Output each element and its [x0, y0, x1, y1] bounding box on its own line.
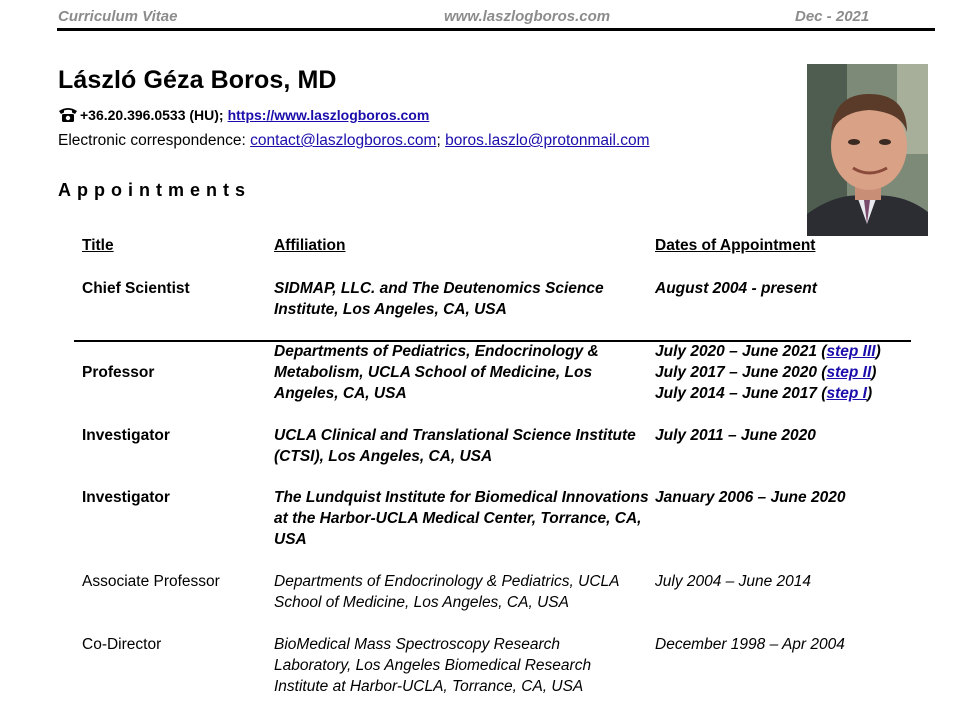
affiliation-line: Departments of Endocrinology & Pediatrics, UCLA	[274, 573, 620, 590]
row-dates	[655, 487, 925, 508]
website-link[interactable]: https://www.laszlogboros.com	[227, 106, 430, 123]
step-link[interactable]: step I	[826, 385, 867, 402]
email-link-protonmail[interactable]: boros.laszlo@protonmail.com	[445, 132, 650, 149]
date-line: December 1998 – Apr 2004	[655, 636, 845, 653]
date-text-end: )	[871, 364, 877, 381]
date-text: July 2014 – June 2017 (	[655, 385, 827, 402]
row-title: Investigator	[82, 427, 170, 444]
row-title: Co-Director	[82, 636, 162, 653]
running-header-date: Dec - 2021	[795, 8, 870, 25]
step-link[interactable]: step II	[826, 364, 872, 381]
affiliation-line: BioMedical Mass Spectroscopy Research	[274, 636, 561, 653]
affiliation-line: Metabolism, UCLA School of Medicine, Los	[274, 364, 593, 381]
running-header-website: www.laszlogboros.com	[444, 8, 611, 25]
row-dates	[655, 634, 925, 655]
affiliation-line: Departments of Pediatrics, Endocrinology &	[274, 343, 599, 360]
affiliation-line: School of Medicine, Los Angeles, CA, USA	[274, 594, 569, 611]
affiliation-line: at the Harbor-UCLA Medical Center, Torrance, CA,	[274, 510, 642, 527]
profile-photo	[807, 64, 928, 236]
row-affiliation	[274, 341, 644, 404]
person-name: László Géza Boros, MD	[58, 66, 337, 94]
running-header	[57, 6, 935, 28]
date-line: January 2006 – June 2020	[655, 489, 846, 506]
date-text: July 2017 – June 2020 (	[655, 364, 827, 381]
affiliation-line: Institute, Los Angeles, CA, USA	[274, 301, 507, 318]
row-title: Chief Scientist	[82, 280, 190, 297]
row-title: Professor	[82, 364, 155, 381]
email-label: Electronic correspondence:	[58, 132, 246, 149]
row-title: Investigator	[82, 489, 170, 506]
affiliation-line: USA	[274, 531, 307, 548]
row-title: Associate Professor	[82, 573, 220, 590]
column-header-dates: Dates of Appointment	[655, 237, 816, 254]
date-line: August 2004 - present	[655, 280, 817, 297]
telephone-icon	[58, 106, 78, 123]
date-text: July 2020 – June 2021 (	[655, 343, 827, 360]
email-separator: ;	[436, 132, 441, 149]
running-header-left: Curriculum Vitae	[58, 8, 178, 25]
row-dates	[655, 278, 925, 299]
row-dates	[655, 341, 925, 404]
affiliation-line: Angeles, CA, USA	[274, 385, 407, 402]
date-line	[655, 341, 925, 362]
row-affiliation	[274, 634, 644, 697]
row-affiliation	[274, 425, 644, 467]
affiliation-line: Institute at Harbor-UCLA, Torrance, CA, USA	[274, 678, 584, 695]
affiliation-line: SIDMAP, LLC. and The Deutenomics Science	[274, 280, 604, 297]
row-affiliation	[274, 571, 644, 613]
phone-number: +36.20.396.0533 (HU);	[80, 106, 224, 123]
date-line: July 2011 – June 2020	[655, 427, 816, 444]
email-link-contact[interactable]: contact@laszlogboros.com	[250, 132, 437, 149]
affiliation-line: Laboratory, Los Angeles Biomedical Research	[274, 657, 592, 674]
date-line	[655, 362, 925, 383]
email-line	[58, 132, 650, 150]
column-header-title: Title	[82, 237, 114, 254]
affiliation-line: (CTSI), Los Angeles, CA, USA	[274, 448, 493, 465]
affiliation-line: UCLA Clinical and Translational Science Institute	[274, 427, 636, 444]
date-text-end: )	[866, 385, 873, 402]
date-line	[655, 383, 925, 404]
affiliation-line: The Lundquist Institute for Biomedical Innovations	[274, 489, 649, 506]
date-text-end: )	[875, 343, 881, 360]
header-rule	[57, 28, 935, 31]
step-link[interactable]: step III	[826, 343, 876, 360]
section-heading-appointments: Appointments	[58, 180, 251, 200]
row-dates	[655, 571, 925, 592]
column-header-affiliation: Affiliation	[274, 237, 346, 254]
row-affiliation	[274, 487, 649, 550]
date-line: July 2004 – June 2014	[655, 573, 811, 590]
row-dates	[655, 425, 925, 446]
phone-line	[58, 106, 429, 123]
row-affiliation	[274, 278, 644, 320]
